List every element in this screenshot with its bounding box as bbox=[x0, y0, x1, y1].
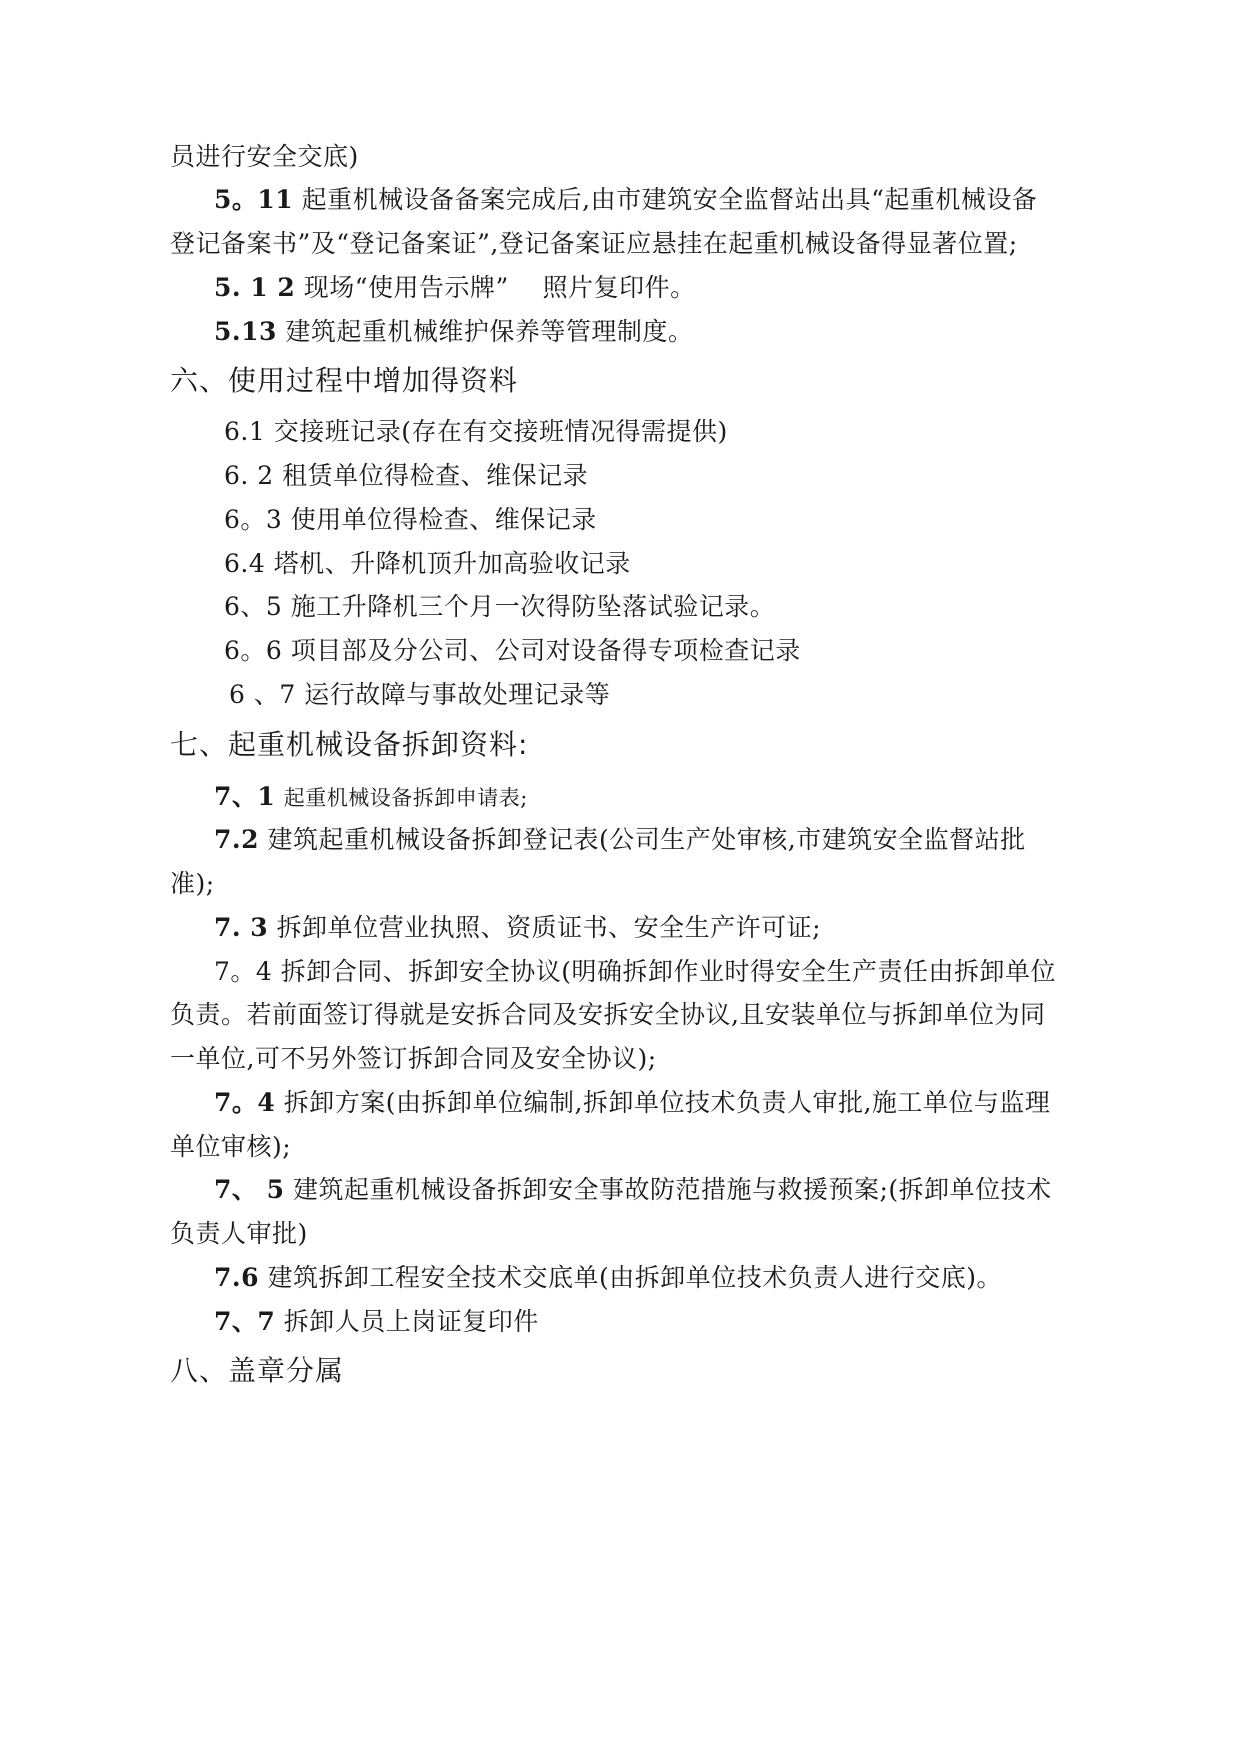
list-item: 7。4 拆卸合同、拆卸安全协议(明确拆卸作业时得安全生产责任由拆卸单位 bbox=[214, 957, 1057, 986]
list-item: 7、1 起重机械设备拆卸申请表; bbox=[214, 782, 528, 811]
list-item: 5。11 起重机械设备备案完成后,由市建筑安全监督站出具“起重机械设备 bbox=[214, 185, 1038, 214]
list-item: 6。3 使用单位得检查、维保记录 bbox=[224, 505, 597, 534]
section-heading: 八、盖章分属 bbox=[170, 1354, 345, 1387]
list-item: 7、 5 建筑起重机械设备拆卸安全事故防范措施与救援预案;(拆卸单位技术 bbox=[214, 1175, 1052, 1204]
list-item: 6。6 项目部及分公司、公司对设备得专项检查记录 bbox=[224, 636, 801, 665]
paragraph-line: 负责人审批) bbox=[170, 1219, 308, 1248]
list-item: 6.4 塔机、升降机顶升加高验收记录 bbox=[224, 549, 631, 578]
list-item: 5.13 建筑起重机械维护保养等管理制度。 bbox=[214, 317, 694, 346]
paragraph-line: 登记备案书”及“登记备案证”,登记备案证应悬挂在起重机械设备得显著位置; bbox=[170, 229, 1018, 258]
list-item: 6. 2 租赁单位得检查、维保记录 bbox=[224, 461, 589, 490]
paragraph-line: 准); bbox=[170, 869, 215, 898]
list-item: 6、5 施工升降机三个月一次得防坠落试验记录。 bbox=[224, 592, 776, 621]
item-number: 5.13 bbox=[214, 317, 277, 346]
section-heading: 七、起重机械设备拆卸资料: bbox=[170, 728, 529, 761]
list-item: 7. 3 拆卸单位营业执照、资质证书、安全生产许可证; bbox=[214, 913, 822, 942]
list-item: 7、7 拆卸人员上岗证复印件 bbox=[214, 1307, 539, 1336]
paragraph-line: 负责。若前面签订得就是安拆合同及安拆安全协议,且安装单位与拆卸单位为同 bbox=[170, 1000, 1046, 1029]
paragraph-line: 员进行安全交底) bbox=[170, 142, 359, 171]
list-item: 7.6 建筑拆卸工程安全技术交底单(由拆卸单位技术负责人进行交底)。 bbox=[214, 1263, 1002, 1292]
section-heading: 六、使用过程中增加得资料 bbox=[170, 364, 519, 397]
list-item: 7。4 拆卸方案(由拆卸单位编制,拆卸单位技术负责人审批,施工单位与监理 bbox=[214, 1088, 1051, 1117]
list-item: 6.1 交接班记录(存在有交接班情况得需提供) bbox=[224, 417, 728, 446]
item-number: 5. 1 2 bbox=[214, 273, 296, 302]
list-item: 6 、7 运行故障与事故处理记录等 bbox=[229, 680, 611, 709]
item-number: 5。11 bbox=[214, 185, 294, 214]
list-item: 5. 1 2 现场“使用告示牌” 照片复印件。 bbox=[214, 273, 696, 302]
paragraph-line: 一单位,可不另外签订拆卸合同及安全协议); bbox=[170, 1044, 657, 1073]
paragraph-line: 单位审核); bbox=[170, 1132, 292, 1161]
list-item: 7.2 建筑起重机械设备拆卸登记表(公司生产处审核,市建筑安全监督站批 bbox=[214, 825, 1026, 854]
